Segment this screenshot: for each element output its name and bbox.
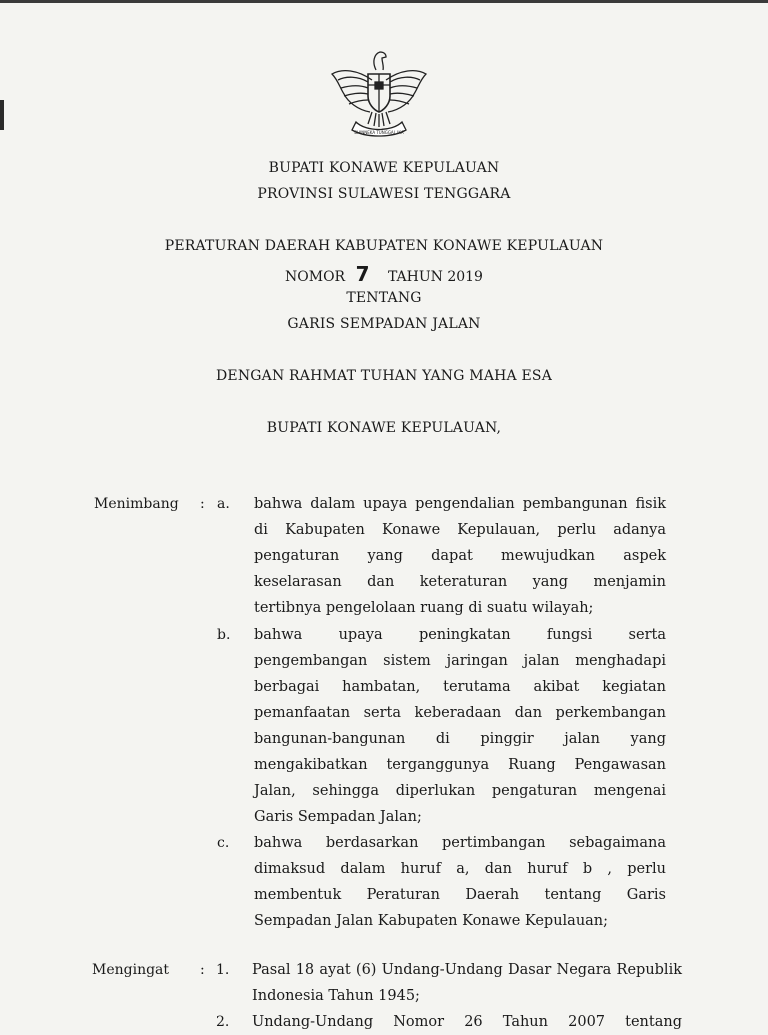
paragraph-line: bahwa upaya peningkatan fungsi serta: [254, 627, 666, 643]
paragraph-line: Indonesia Tahun 1945;: [252, 988, 420, 1004]
tahun-label: TAHUN 2019: [387, 269, 483, 285]
paragraph-line: pengembangan sistem jaringan jalan menghadapi: [254, 653, 666, 669]
paragraph-line: bahwa berdasarkan pertimbangan sebagaimana: [254, 835, 666, 851]
mengingat-item-number: 2.: [216, 1014, 230, 1030]
bupati-line: BUPATI KONAWE KEPULAUAN,: [266, 420, 502, 436]
paragraph-line: bahwa dalam upaya pengendalian pembangunan fisik: [254, 496, 666, 512]
menimbang-item-c: [254, 830, 666, 934]
mengingat-item-2: [252, 1009, 682, 1035]
paragraph-line: pemanfaatan serta keberadaan dan perkembangan: [254, 705, 666, 721]
mengingat-item-number: 1.: [216, 962, 230, 978]
issuer-title: BUPATI KONAWE KEPULAUAN: [268, 160, 500, 176]
paragraph-line: bangunan-bangunan di pinggir jalan yang: [254, 731, 666, 747]
regulation-number-line: [0, 262, 768, 286]
province-title: PROVINSI SULAWESI TENGGARA: [257, 186, 511, 202]
menimbang-item-a: [254, 491, 666, 621]
paragraph-line: pengaturan yang dapat mewujudkan aspek: [254, 548, 666, 564]
nomor-label: NOMOR: [285, 269, 346, 285]
menimbang-label: Menimbang: [94, 496, 179, 512]
menimbang-item-b: [254, 622, 666, 830]
menimbang-item-letter: a.: [217, 496, 230, 512]
paragraph-line: membentuk Peraturan Daerah tentang Garis: [254, 887, 666, 903]
paragraph-line: Undang-Undang Nomor 26 Tahun 2007 tentang: [252, 1014, 682, 1030]
mengingat-item-1: [252, 957, 682, 1009]
menimbang-colon: :: [200, 496, 205, 512]
blessing-line: DENGAN RAHMAT TUHAN YANG MAHA ESA: [215, 368, 553, 384]
paragraph-line: dimaksud dalam huruf a, dan huruf b , perlu: [254, 861, 666, 877]
paragraph-line: berbagai hambatan, terutama akibat kegiatan: [254, 679, 666, 695]
paragraph-line: tertibnya pengelolaan ruang di suatu wilayah;: [254, 600, 594, 616]
mengingat-label: Mengingat: [92, 962, 170, 978]
paragraph-line: Jalan, sehingga diperlukan pengaturan mengenai: [254, 783, 666, 799]
regulation-subject: GARIS SEMPADAN JALAN: [287, 316, 481, 332]
paragraph-line: keselarasan dan keteraturan yang menjamin: [254, 574, 666, 590]
paragraph-line: Garis Sempadan Jalan;: [254, 809, 422, 825]
tentang-label: TENTANG: [346, 290, 422, 306]
regulation-title: PERATURAN DAERAH KABUPATEN KONAWE KEPULAUAN: [164, 238, 604, 254]
paragraph-line: Sempadan Jalan Kabupaten Konawe Kepulauan;: [254, 913, 609, 929]
scan-corner-mark: [0, 100, 4, 130]
menimbang-item-letter: c.: [217, 835, 230, 851]
emblem-motto: BHINNEKA TUNGGAL IKA: [354, 130, 404, 135]
paragraph-line: Pasal 18 ayat (6) Undang-Undang Dasar Negara Republik: [252, 962, 682, 978]
menimbang-item-letter: b.: [217, 627, 231, 643]
paragraph-line: mengakibatkan terganggunya Ruang Pengawasan: [254, 757, 666, 773]
garuda-emblem-icon: [328, 40, 430, 140]
nomor-value: 7: [355, 262, 370, 286]
page-top-edge: [0, 0, 768, 3]
mengingat-colon: :: [200, 962, 205, 978]
paragraph-line: di Kabupaten Konawe Kepulauan, perlu adanya: [254, 522, 666, 538]
